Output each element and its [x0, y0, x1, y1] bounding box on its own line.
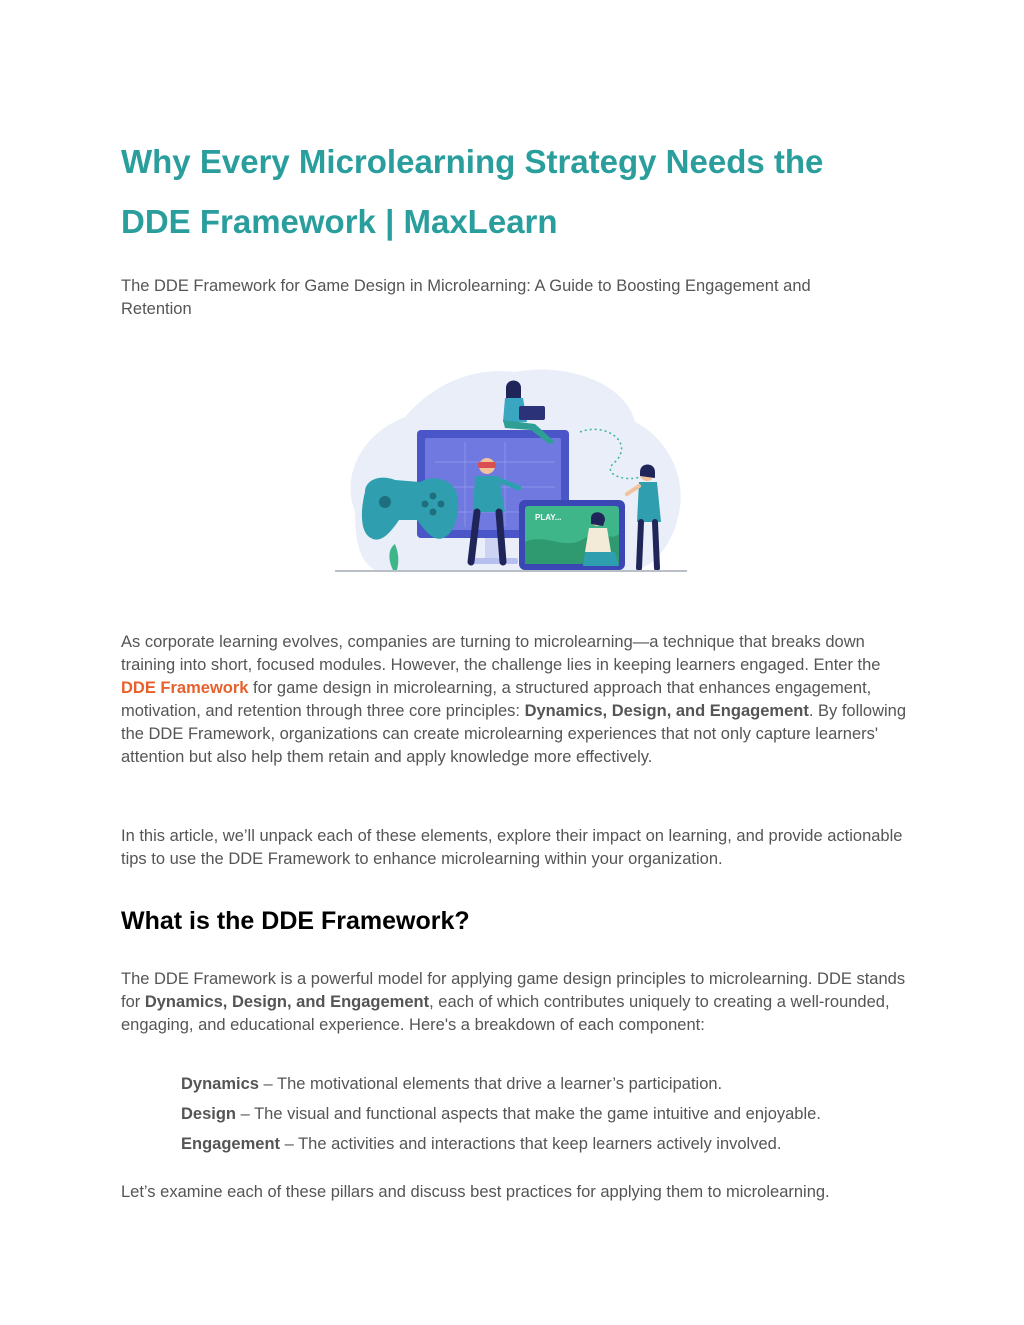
- document-subtitle: The DDE Framework for Game Design in Microlearning: A Guide to Boosting Engagement and Retention: [121, 277, 811, 318]
- components-list: [181, 1069, 901, 1159]
- tablet-screen-text: PLAY...: [535, 513, 562, 522]
- desc-engagement: – The activities and interactions that keep learners actively involved.: [280, 1135, 782, 1153]
- definition-bold: Dynamics, Design, and Engagement: [144, 993, 430, 1011]
- list-item-engagement: [181, 1129, 901, 1159]
- term-dynamics: Dynamics: [181, 1075, 259, 1093]
- game-design-illustration: [335, 362, 691, 574]
- desc-dynamics: – The motivational elements that drive a learner’s participation.: [258, 1075, 723, 1093]
- intro-text-1: As corporate learning evolves, companies are turning to microlearning—a technique that breaks down training into short, focused modules. However, the challenge lies in keeping learners engaged. Enter the: [121, 633, 881, 674]
- hero-illustration: [335, 362, 691, 574]
- definition-text-1: The DDE Framework is a powerful model for applying game design principles to microlearning. DDE stands for: [121, 970, 906, 1011]
- document-title: [121, 132, 911, 252]
- desc-design: – The visual and functional aspects that make the game intuitive and enjoyable.: [236, 1105, 821, 1123]
- term-design: Design: [181, 1105, 237, 1123]
- title-line-2: DDE Framework | MaxLearn: [121, 203, 558, 240]
- closing-paragraph: Let’s examine each of these pillars and discuss best practices for applying them to microlearning.: [121, 1183, 830, 1201]
- section-heading: What is the DDE Framework?: [121, 907, 470, 935]
- framework-definition-paragraph: [121, 968, 911, 1037]
- term-engagement: Engagement: [181, 1135, 281, 1153]
- intro-paragraph: [121, 631, 911, 769]
- list-item-dynamics: [181, 1069, 901, 1099]
- intro-bold-principles: Dynamics, Design, and Engagement: [524, 702, 809, 720]
- intro-text-3: . By following the DDE Framework, organizations can create microlearning experiences that not only capture learners' attention but also help them retain and apply knowledge more effectively.: [121, 702, 907, 766]
- title-line-1: Why Every Microlearning Strategy Needs the: [121, 143, 824, 180]
- definition-text-2: , each of which contributes uniquely to creating a well-rounded, engaging, and educational experience. Here's a breakdown of each component:: [121, 993, 890, 1034]
- dde-framework-link[interactable]: DDE Framework: [121, 679, 249, 697]
- list-item-design: [181, 1099, 901, 1129]
- article-overview-paragraph: In this article, we’ll unpack each of these elements, explore their impact on learning, and provide actionable tips to use the DDE Framework to enhance microlearning within your organization.: [121, 827, 903, 868]
- intro-text-2: for game design in microlearning, a structured approach that enhances engagement, motivation, and retention through three core principles:: [121, 679, 872, 720]
